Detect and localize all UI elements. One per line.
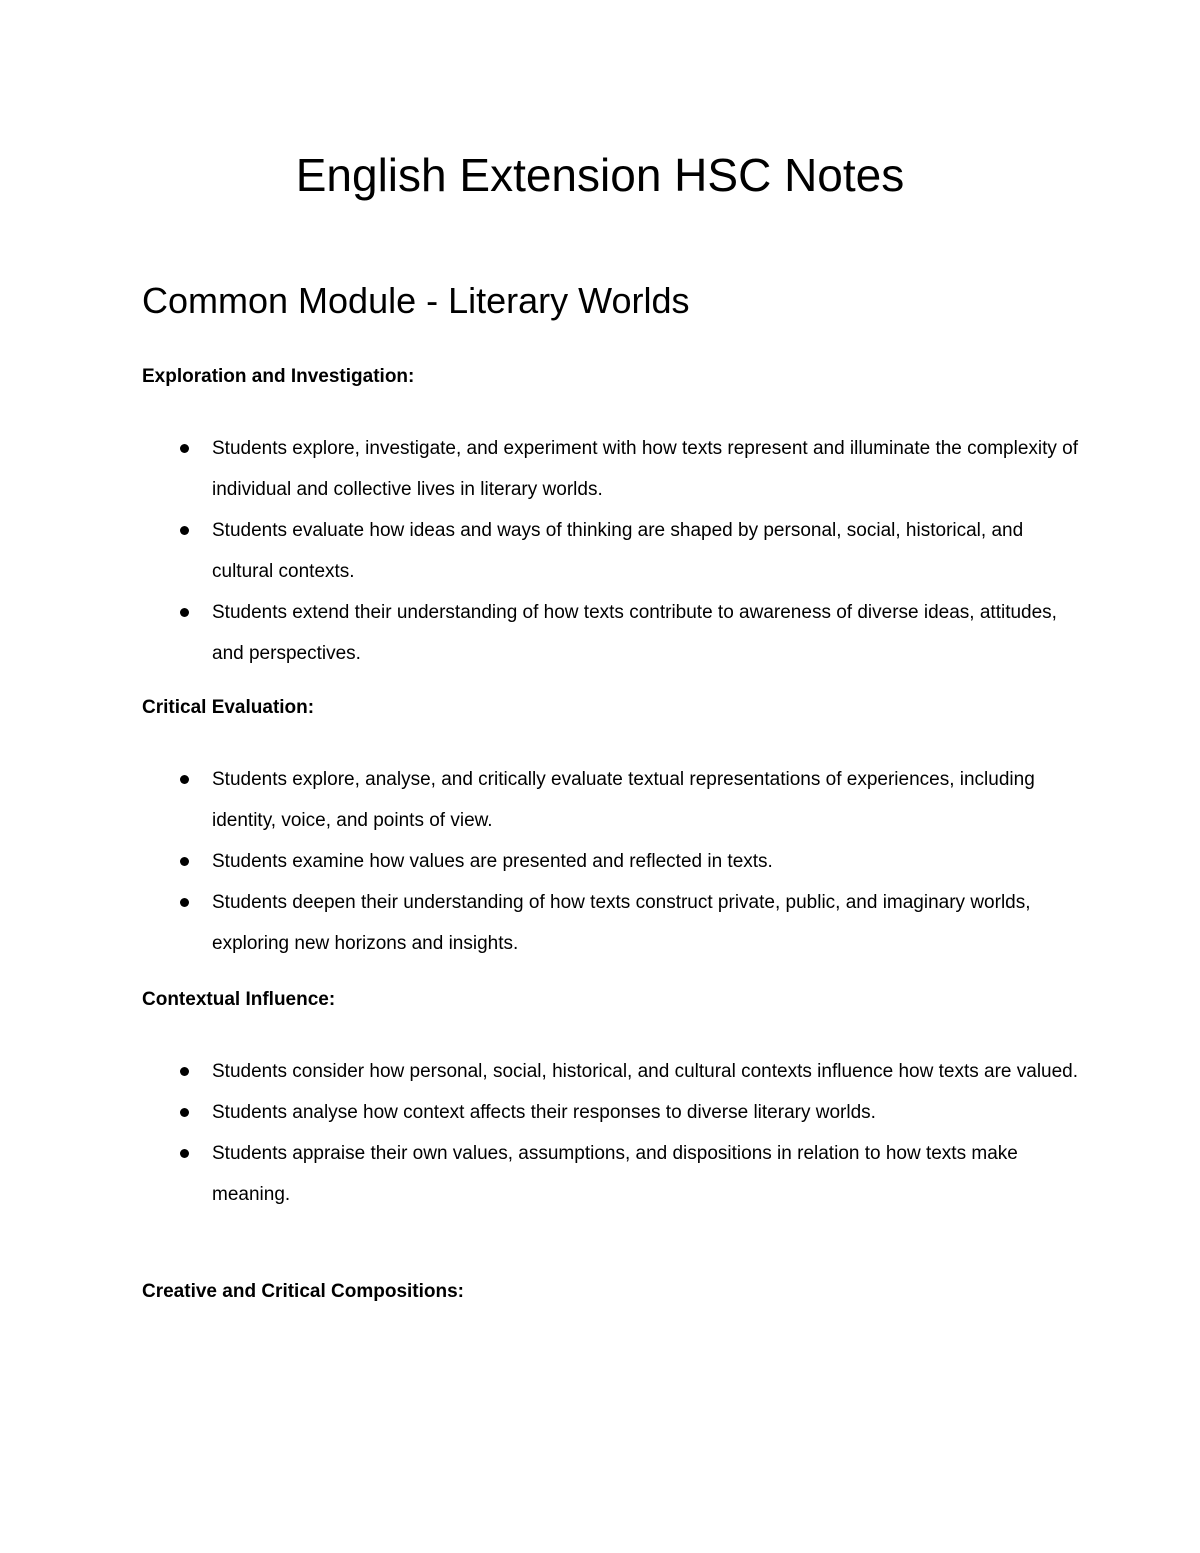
list-item bbox=[142, 841, 1082, 882]
list-item-text: Students deepen their understanding of how texts construct private, public, and imaginary worlds, exploring new horizons and insights. bbox=[212, 892, 1031, 954]
list-item-text: Students consider how personal, social, historical, and cultural contexts influence how texts are valued. bbox=[212, 1061, 1079, 1082]
section-exploration-investigation bbox=[142, 364, 1082, 674]
section-heading: Creative and Critical Compositions: bbox=[142, 1281, 465, 1302]
list-item bbox=[142, 1133, 1082, 1215]
list-item-text: Students explore, analyse, and critically evaluate textual representations of experiences, including identity, voice, and points of view. bbox=[212, 769, 1035, 831]
list-item bbox=[142, 1051, 1082, 1092]
bullet-list bbox=[142, 428, 1082, 674]
bullet-list bbox=[142, 1051, 1082, 1215]
list-item bbox=[142, 510, 1082, 592]
bullet-icon bbox=[180, 1149, 189, 1158]
section-critical-evaluation bbox=[142, 695, 1082, 964]
section-heading: Exploration and Investigation: bbox=[142, 366, 415, 387]
bullet-icon bbox=[180, 1108, 189, 1117]
bullet-icon bbox=[180, 857, 189, 866]
section-heading: Contextual Influence: bbox=[142, 989, 336, 1010]
list-item bbox=[142, 1092, 1082, 1133]
section-heading: Critical Evaluation: bbox=[142, 697, 315, 718]
list-item bbox=[142, 882, 1082, 964]
section-creative-critical-compositions bbox=[142, 1279, 1082, 1305]
bullet-icon bbox=[180, 775, 189, 784]
list-item-text: Students extend their understanding of how texts contribute to awareness of diverse ideas, attitudes, and perspectives. bbox=[212, 602, 1057, 664]
bullet-icon bbox=[180, 444, 189, 453]
list-item bbox=[142, 592, 1082, 674]
bullet-list bbox=[142, 759, 1082, 964]
bullet-icon bbox=[180, 898, 189, 907]
list-item-text: Students evaluate how ideas and ways of thinking are shaped by personal, social, historical, and cultural contexts. bbox=[212, 520, 1024, 582]
document-title: English Extension HSC Notes bbox=[295, 149, 905, 201]
bullet-icon bbox=[180, 608, 189, 617]
list-item bbox=[142, 759, 1082, 841]
module-heading: Common Module - Literary Worlds bbox=[142, 280, 690, 321]
list-item-text: Students analyse how context affects their responses to diverse literary worlds. bbox=[212, 1102, 876, 1123]
bullet-icon bbox=[180, 1067, 189, 1076]
list-item-text: Students examine how values are presented and reflected in texts. bbox=[212, 851, 773, 872]
list-item-text: Students appraise their own values, assumptions, and dispositions in relation to how texts make meaning. bbox=[212, 1143, 1018, 1205]
section-contextual-influence bbox=[142, 987, 1082, 1215]
list-item-text: Students explore, investigate, and experiment with how texts represent and illuminate the complexity of individual and collective lives in literary worlds. bbox=[212, 438, 1079, 500]
list-item bbox=[142, 428, 1082, 510]
bullet-icon bbox=[180, 526, 189, 535]
